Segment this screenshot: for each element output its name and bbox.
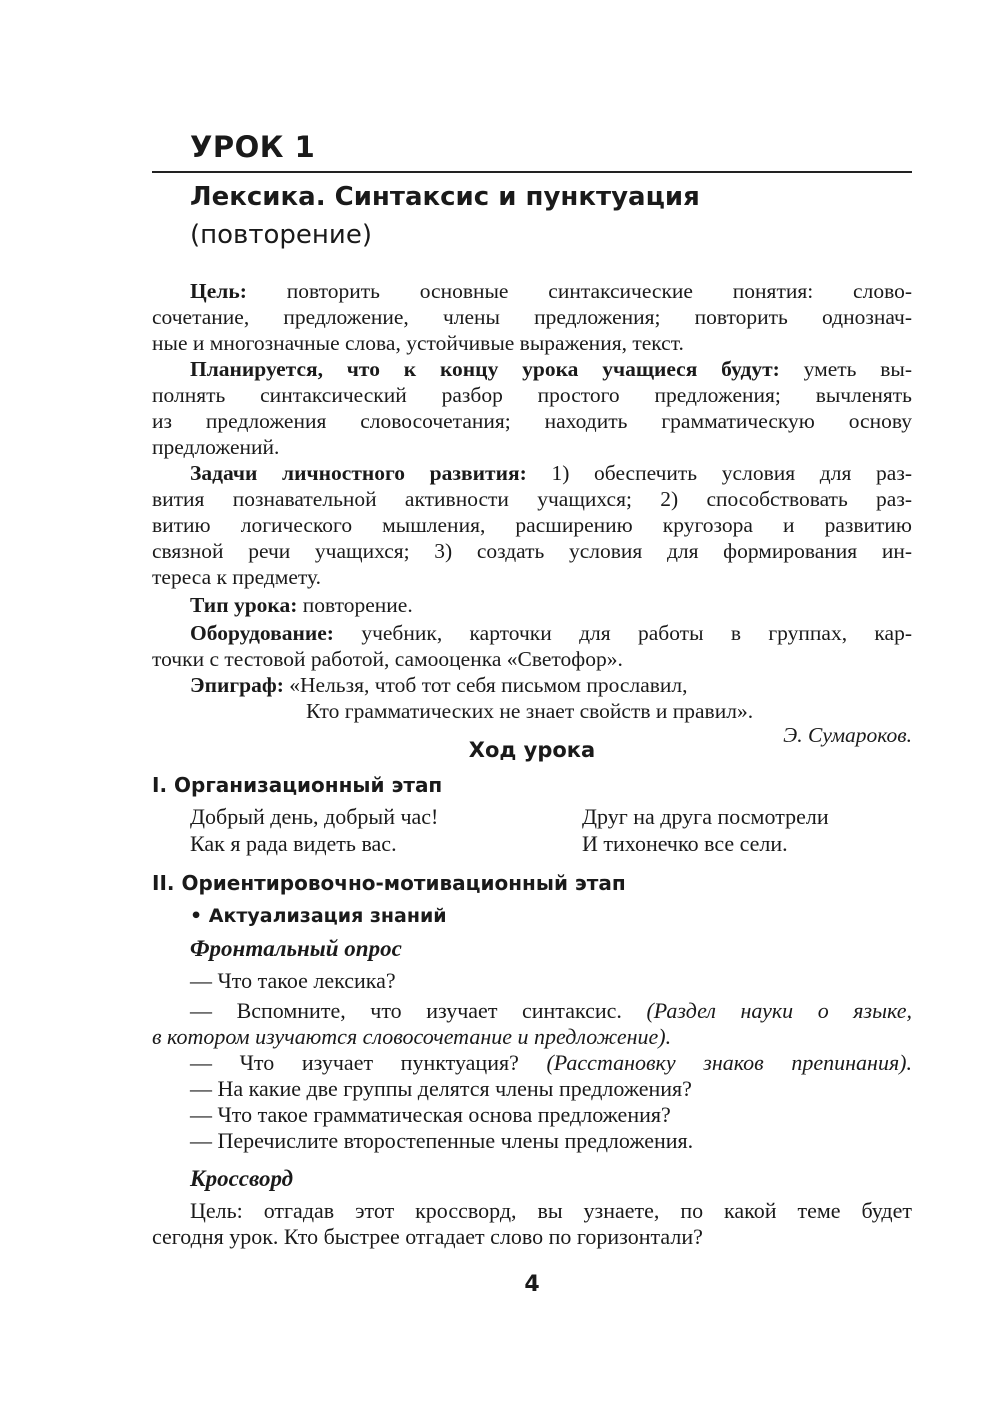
lesson-number: УРОК 1 xyxy=(190,130,316,164)
goal-line-2: сочетание, предложение, члены предложения; повторить однознач- xyxy=(152,305,912,329)
epigraph-line-1: Эпиграф: «Нельзя, чтоб тот себя письмом прославил, xyxy=(190,673,688,697)
planned-line-2: полнять синтаксический разбор простого предложения; вычленять xyxy=(152,383,912,407)
tasks-line-1: Задачи личностного развития: 1) обеспечить условия для раз- xyxy=(190,461,912,485)
goal-label: Цель: xyxy=(190,279,247,303)
question-4: — На какие две группы делятся члены предложения? xyxy=(190,1076,692,1101)
tasks-line-2: вития познавательной активности учащихся; 2) способствовать раз- xyxy=(152,487,912,511)
question-3: — Что изучает пунктуация? (Расстановку знаков препинания). xyxy=(190,1050,912,1075)
poem-right-2: И тихонечко все сели. xyxy=(582,831,788,856)
epigraph-line-2: Кто грамматических не знает свойств и правил». xyxy=(306,699,754,723)
equipment-line-1: Оборудование: учебник, карточки для работы в группах, кар- xyxy=(190,621,912,645)
bullet-knowledge-update: • Актуализация знаний xyxy=(190,905,447,927)
planned-line-4: предложений. xyxy=(152,435,280,459)
planned-line-1: Планируется, что к концу урока учащиеся будут: уметь вы- xyxy=(190,357,913,381)
goal-line-1: Цель: повторить основные синтаксические понятия: слово- xyxy=(190,279,912,303)
tasks-line-5: тереса к предмету. xyxy=(152,565,321,589)
lesson-type-label: Тип урока: xyxy=(190,593,298,617)
section-1-title: I. Организационный этап xyxy=(152,773,443,797)
equipment-line-2: точки с тестовой работой, самооценка «Светофор». xyxy=(152,647,623,671)
course-heading: Ход урока xyxy=(468,738,596,762)
tasks-line-3: витию логического мышления, расширению кругозора и развитию xyxy=(152,513,912,537)
section-2-title: II. Ориентировочно-мотивационный этап xyxy=(152,871,626,895)
crossword-title: Кроссворд xyxy=(190,1166,294,1191)
question-5: — Что такое грамматическая основа предложения? xyxy=(190,1102,671,1127)
poem-right-1: Друг на друга посмотрели xyxy=(582,804,829,829)
tasks-label: Задачи личностного развития: xyxy=(190,461,527,485)
question-2-answer-cont: в котором изучаются словосочетание и предложение). xyxy=(152,1024,672,1049)
crossword-line-1: Цель: отгадав этот кроссворд, вы узнаете, по какой теме будет xyxy=(190,1198,912,1223)
tasks-line-4: связной речи учащихся; 3) создать условия для формирования ин- xyxy=(152,539,912,563)
poem-left-1: Добрый день, добрый час! xyxy=(190,804,439,829)
crossword-line-2: сегодня урок. Кто быстрее отгадает слово по горизонтали? xyxy=(152,1224,703,1249)
planned-label: Планируется, что к концу урока учащиеся будут: xyxy=(190,357,780,381)
frontal-survey-title: Фронтальный опрос xyxy=(190,936,402,961)
page-number: 4 xyxy=(524,1272,540,1297)
question-6: — Перечислите второстепенные члены предложения. xyxy=(190,1128,694,1153)
title-divider xyxy=(152,171,912,173)
question-1: — Что такое лексика? xyxy=(190,968,396,993)
goal-line-3: ные и многозначные слова, устойчивые выражения, текст. xyxy=(152,331,684,355)
question-2: — Вспомните, что изучает синтаксис. (Раздел науки о языке, xyxy=(190,998,913,1023)
epigraph-label: Эпиграф: xyxy=(190,673,284,697)
lesson-topic: Лексика. Синтаксис и пунктуация xyxy=(190,182,700,212)
lesson-topic-note: (повторение) xyxy=(190,220,372,250)
poem-left-2: Как я рада видеть вас. xyxy=(190,831,397,856)
planned-line-3: из предложения словосочетания; находить грамматическую основу xyxy=(152,409,912,433)
epigraph-author: Э. Сумароков. xyxy=(783,723,912,747)
lesson-type-line: Тип урока: повторение. xyxy=(190,593,413,617)
equipment-label: Оборудование: xyxy=(190,621,334,645)
